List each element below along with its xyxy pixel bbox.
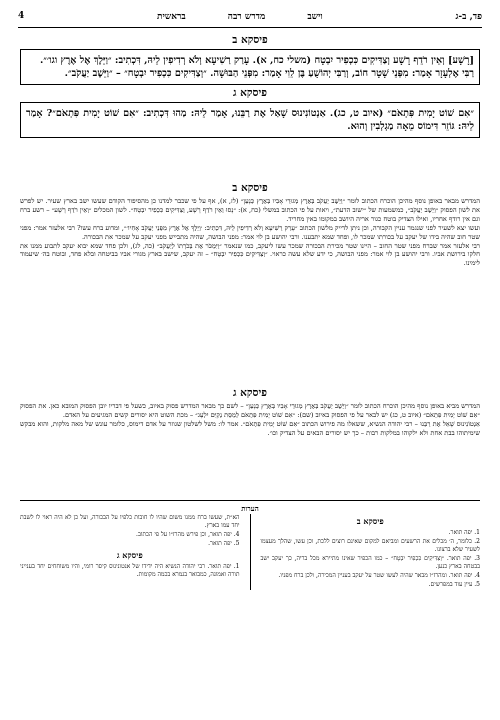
running-title — [157, 11, 323, 22]
midrash-verse: רַבִּי אֶלְעָזָר אָמַר: מִפְּנֵי שָׁטָר חוֹב, וְרַבִּי יְהוֹשֻׁעַ בֶּן לֵוִי אָמַר: מִפְּנֵי הַבּוּשָׁה. ״וְצַדִּיקִים כִּכְפִיר יִבְטָח״ – ״וַיֵּשֶׁב יַעֲקֹב״. — [64, 68, 474, 79]
notes-left-column — [20, 514, 240, 590]
notes-title: הערות — [241, 504, 259, 513]
section-b-title: פיסקא ב — [232, 34, 268, 46]
notes-divider — [20, 500, 480, 501]
notes-right-title: פיסקא ב — [356, 516, 384, 526]
commentary-c-title: פיסקא ג — [233, 387, 267, 399]
notes-left-title: פיסקא ג — [116, 550, 143, 560]
commentary-paragraph: אַנְטוֹנִינוּס שָׁאַל אֶת רַבֵּנוּ – רבי יהודה הנשיא, ששאלו מה פירוש הכתוב ״אִם שׁוֹט יָמִית פִּתְאֹם״. אמר לו: משל לשלטון שגוזר על אדם דימוס, כלומר עונש של מאה מלקות, והוא מבקש שימיתוהו בבת אחת ולא ילקוהו במלקות רבות – כך יש יסורים הבאים על הצדיק וכו׳. — [20, 419, 480, 437]
work-title: מדרש רבה — [227, 11, 266, 22]
section-b-verses — [20, 49, 480, 85]
book-name: בראשית — [157, 11, 186, 22]
commentary-paragraph: המדרש מבאר באופן נוסף מהיכן הוכרח הכתוב לומר ״וַיֵּשֶׁב יַעֲקֹב בְּאֶרֶץ מְגוּרֵי אָבִיו בְּאֶרֶץ כְּנָעַן״ (לז, א), אף על פי שכבר למדנו כן מהסיפור הקודם שעשו ישב בארץ שעיר. יש לפרש את לשון הפסוק ״וַיֵּשֶׁב יַעֲקֹב״, כמשמעות של ״ישוב הדעת״, ויאות על פי הכתוב במשלי (כח, א): ״נָסוּ וְאֵין רֹדֵף רָשָׁע, וְצַדִּיקִים כִּכְפִיר יִבְטָח״. לשון המכלים ״וְאֵין רֹדֵף רָשָׁע״ – רשע ברח וגם אין רודף אחריו, ואילו הצדיק בוטח כגור אריה היושב במקומו באין מחריד. — [20, 197, 480, 223]
footnote: 4. יפה תואר. ומהרז״ו מבאר שהיה לעשו שטר על יעקב בעניין המכירה, ולכן ברח מפניו. — [278, 572, 480, 579]
chapter-ref: פד, ב-ג — [455, 11, 482, 22]
column-divider — [250, 514, 251, 590]
footnote: 4. יפה תואר, וכן פירש מהרז״ו על פי הכתוב. — [136, 531, 240, 538]
page-number: 4 — [18, 11, 25, 21]
commentary-paragraph: המדרש מביא באופן נוסף מהיכן הוכרח הכתוב לומר ״וַיֵּשֶׁב יַעֲקֹב בְּאֶרֶץ מְגוּרֵי אָבִיו בְּאֶרֶץ כְּנָעַן״ – לשם כך מבאר המדרש פסוק באיוב, כשעל פי דבריו יובן הפסוק המובא כאן. את הפסוק ״אִם שׁוֹט יָמִית פִּתְאֹם״ (איוב ט, כג) יש לבאר על פי הפסוק באיוב (שם): ״אִם שׁוֹט יָמִית פִּתְאֹם לְמַסַּת נְקִיִּם יִלְעָג״ – מכת השוט היא יסורים קשים המגיעים על האדם. — [20, 402, 480, 419]
commentary-b — [20, 180, 480, 268]
notes-area — [20, 514, 480, 590]
section-b-box — [20, 32, 480, 138]
footnote: 3. יפה תואר. ״וְצַדִּיקִים כִּכְפִיר יִבְטָח״ – כמו הכפיר שאינו מתיירא מכל בריה, כך יעקב ישב בבטחה בארץ כנען. — [260, 555, 480, 570]
midrash-verse: [רָשָׁע] וְאֵין רֹדֵף רָשָׁע וְצַדִּיקִים כִּכְפִיר יִבְטָח (משלי כח, א). עָרַק רַשִׁיעָא וְלֹא רְדִיפִין לֵיהּ, דִּכְתִיב: ״וַיֵּלֶךְ אֶל אֶרֶץ וגו׳״. — [39, 55, 474, 66]
footnote: 5. יפה תואר. — [208, 540, 240, 547]
section-c-title: פיסקא ג — [233, 87, 267, 99]
footnote: 5. עיין עוד במפרשים. — [428, 581, 480, 588]
page-header — [18, 8, 482, 28]
commentary-c — [20, 385, 480, 438]
midrash-verse: ״אִם שׁוֹט יָמִית פִּתְאֹם״ (איוב ט, כג). אַנְטוֹנִינוּס שָׁאַל אֶת רַבֵּנוּ, אָמַר לֵיהּ: מַהוּ דִּכְתִיב: ״אִם שׁוֹט יָמִית פִּתְאֹם״? אָמַר לֵיהּ: גּוֹזֵר דִּימוֹס מֵאָה מַגְלְבִין וְהוּא. — [26, 108, 474, 132]
parsha-name: וישב — [307, 11, 323, 22]
footnote: 2. כלומר, ה׳ מכלים את הרשעים ומביאם למקום שאינם רוצים ללכת, וכן עשו, שהלך מעצמו לשעיר שלא ברצונו. — [260, 538, 480, 553]
commentary-paragraph: ועשו יצא לשעיר לפני שנגמר עניין הקבורה, וכן ניתן לדייק מלשון הכתוב ״עָרַק רַשִׁיעָא וְלֹא רְדִיפִין לֵיהּ, דִּכְתִיב: ׳וַיֵּלֶךְ אֶל אֶרֶץ מִפְּנֵי יַעֲקֹב אָחִיו׳״, ומדוע ברח עשו? רבי אלעזר אמר: מפני שטר חוב שהיה בידו של יעקב על בכורתו שמכר לו, ופחד שמא יתבענו. ורבי יהושע בן לוי אמר: מפני הבושה, שהיה מתבייש מפני יעקב על שמכר את הבכורה. — [20, 223, 480, 241]
commentary-paragraph: רבי אלעזר אמר שברח מפני שטר החוב – היינו שטר מכירת הבכורה שמכר עשו ליעקב, כמו שנאמר ״וַיִּמְכֹּר אֶת בְּכֹרָתוֹ לְיַעֲקֹב״ (כה, לג), ולכן פחד שמא יבוא יעקב לתבוע ממנו את חלקו בירושת אביו. ורבי יהושע בן לוי אמר: מפני הבושה, כי ידע שלא עשה כראוי. ״וְצַדִּיקִים כִּכְפִיר יִבְטָח״ – זה יעקב, שישב בארץ מגורי אביו בביטחה ובלא פחד, ובוטח בה׳ שיעמוד לימינו. — [20, 241, 480, 268]
commentary-b-title: פיסקא ב — [232, 182, 268, 194]
footnote: הא״ת, שעשו ברח ממנו משום שהיו לו חובות כלפיו על הבכורה, ועל כן לא היה ראוי לו לשבת יחד עמו בארץ. — [20, 514, 240, 529]
notes-right-column — [261, 514, 481, 590]
section-c-verses — [20, 102, 480, 138]
footnote: 1. יפה תואר. רבי יהודה הנשיא היה ידידו של אנטונינוס קיסר רומי, והיו משוחחים יחד בענייני תורה ואמונה, כמבואר בגמרא בכמה מקומות. — [20, 563, 240, 578]
footnote: 1. יפה תואר. — [448, 529, 480, 536]
